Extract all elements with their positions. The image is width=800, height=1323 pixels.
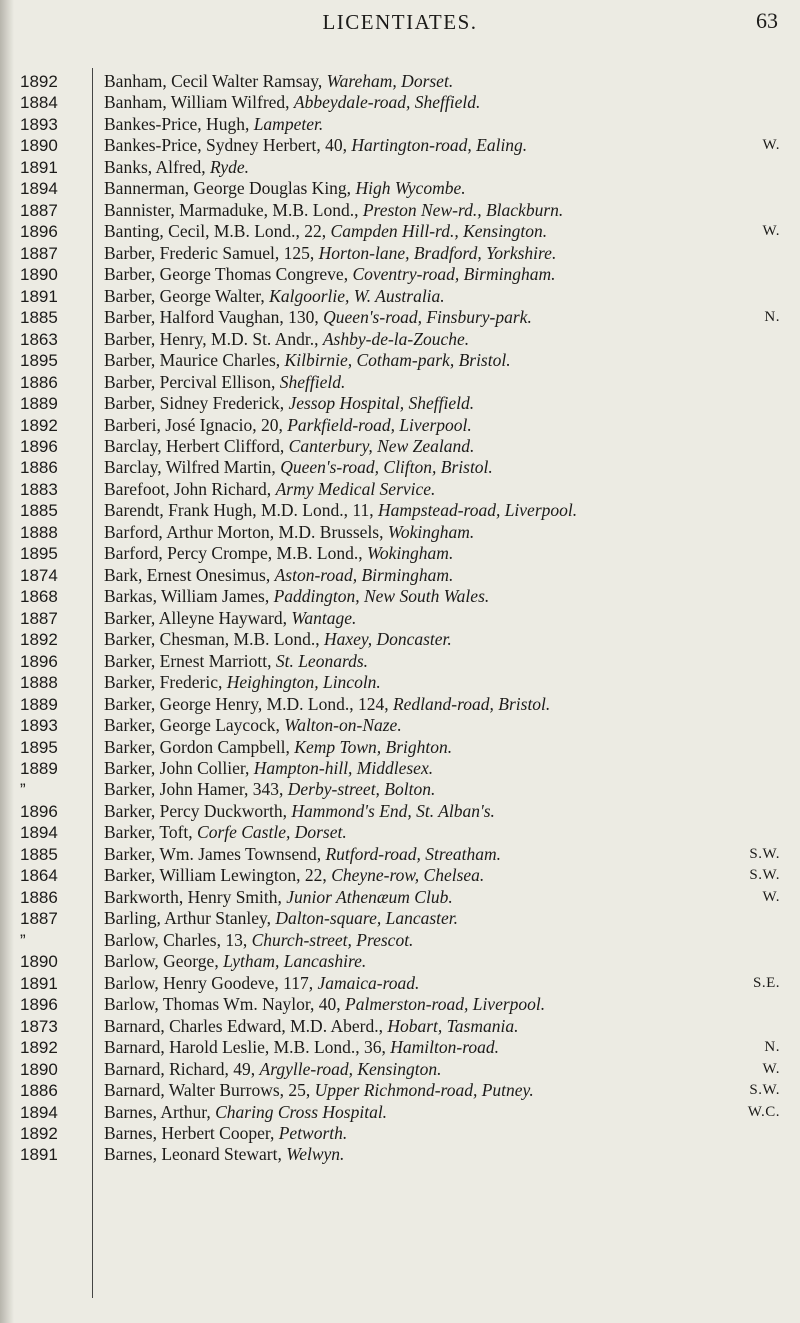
- list-item: [104, 951, 792, 972]
- entry-address: Canterbury, New Zealand.: [288, 435, 475, 456]
- entry-year: 1890: [20, 952, 58, 972]
- entry-year: 1864: [20, 866, 58, 886]
- entry-name: Barber, Sidney Frederick,: [104, 393, 289, 414]
- list-item: [104, 71, 792, 92]
- entry-year: 1887: [20, 608, 58, 628]
- list-item: [104, 157, 792, 178]
- entry-name: Barker, John Collier,: [104, 758, 254, 778]
- entry-year: 1890: [20, 265, 58, 285]
- entry-year: 1874: [20, 565, 58, 585]
- entry-name: Barker, Toft,: [104, 822, 198, 843]
- list-item: [104, 865, 792, 886]
- entry-name: Barker, Percy Duckworth,: [104, 800, 292, 821]
- entry-year: 1896: [20, 436, 58, 456]
- list-item: [104, 307, 792, 328]
- entry-name: Barkworth, Henry Smith,: [104, 886, 287, 907]
- entry-name: Barclay, Herbert Clifford,: [104, 435, 289, 456]
- entry-year: 1893: [20, 716, 58, 736]
- entry-address: Parkfield-road, Liverpool.: [287, 414, 472, 435]
- entry-year: 1883: [20, 479, 58, 499]
- entry-year: 1887: [20, 200, 58, 220]
- entry-name: Barendt, Frank Hugh, M.D. Lond., 11,: [104, 500, 378, 521]
- entry-address: Sheffield.: [279, 371, 346, 392]
- entry-address: Wokingham.: [366, 543, 454, 564]
- entry-name: Bannister, Marmaduke, M.B. Lond.,: [104, 199, 363, 220]
- entry-district: W.: [762, 888, 780, 905]
- entry-year: 1891: [20, 286, 58, 306]
- entry-address: Upper Richmond-road, Putney.: [314, 1080, 534, 1101]
- entry-name: Barker, George Henry, M.D. Lond., 124,: [104, 693, 393, 714]
- list-item: [104, 500, 792, 521]
- entry-year: 1894: [20, 823, 58, 843]
- entry-name: Barber, Maurice Charles,: [104, 350, 285, 371]
- entry-name: Barford, Percy Crompe, M.B. Lond.,: [104, 543, 367, 564]
- entry-name: Barker, Alleyne Hayward,: [104, 607, 292, 628]
- entry-year: 1892: [20, 72, 58, 91]
- entry-address: Hampton-hill, Middlesex.: [253, 758, 434, 778]
- entry-name: Bark, Ernest Onesimus,: [104, 564, 275, 585]
- entry-name: Banks, Alfred,: [104, 156, 210, 177]
- entry-year: 1895: [20, 544, 58, 564]
- running-title: LICENTIATES.: [322, 10, 478, 34]
- entry-year: 1863: [20, 329, 58, 349]
- entry-year: 1896: [20, 801, 58, 821]
- page-number: 63: [756, 8, 778, 33]
- entry-name: Banham, Cecil Walter Ramsay,: [104, 71, 327, 91]
- year-column: [20, 71, 84, 1166]
- entry-year: 1885: [20, 308, 58, 328]
- entry-name: Barber, Halford Vaughan, 130,: [104, 307, 324, 328]
- entry-year: 1888: [20, 522, 58, 542]
- entry-name: Barnard, Walter Burrows, 25,: [104, 1080, 315, 1101]
- entry-year: 1887: [20, 243, 58, 263]
- entry-name: Bannerman, George Douglas King,: [104, 178, 356, 199]
- entry-address: Lytham, Lancashire.: [223, 951, 367, 972]
- entry-year: 1890: [20, 136, 58, 156]
- list-item: [104, 1144, 792, 1165]
- entry-address: Jessop Hospital, Sheffield.: [288, 393, 475, 414]
- entry-address: Junior Athenæum Club.: [286, 886, 453, 907]
- entry-name: Bankes-Price, Sydney Herbert, 40,: [104, 135, 352, 156]
- entry-name: Barlow, Charles, 13,: [104, 929, 252, 950]
- entry-year: 1895: [20, 351, 58, 371]
- entry-address: High Wycombe.: [355, 178, 466, 199]
- entry-address: Hammond's End, St. Alban's.: [291, 800, 495, 821]
- entry-address: Cheyne-row, Chelsea.: [331, 865, 485, 886]
- entry-district: S.E.: [752, 974, 780, 991]
- entry-address: Rutford-road, Streatham.: [325, 843, 501, 864]
- entry-year: 1886: [20, 372, 58, 392]
- list-item: [104, 329, 792, 350]
- entry-address: Aston-road, Birmingham.: [274, 564, 454, 585]
- entry-address: Petworth.: [278, 1122, 348, 1143]
- list-item: [104, 415, 792, 436]
- entry-address: Ashby-de-la-Zouche.: [322, 328, 470, 349]
- entry-address: Walton-on-Naze.: [284, 715, 402, 736]
- list-item: [104, 543, 792, 564]
- list-item: [104, 1059, 792, 1080]
- entry-address: Paddington, New South Wales.: [273, 586, 490, 607]
- entry-year: 1889: [20, 759, 58, 778]
- list-item: [104, 264, 792, 285]
- list-item: [104, 436, 792, 457]
- entry-name: Bankes-Price, Hugh,: [104, 113, 254, 134]
- entry-year: 1885: [20, 844, 58, 864]
- list-item: [104, 1080, 792, 1101]
- entry-address: Palmerston-road, Liverpool.: [345, 994, 546, 1015]
- list-item: [104, 1037, 792, 1058]
- entry-year: 1887: [20, 909, 58, 929]
- list-item: [104, 135, 792, 156]
- entry-year: 1892: [20, 415, 58, 435]
- entry-address: Abbeydale-road, Sheffield.: [293, 92, 481, 113]
- entry-address: Queen's-road, Finsbury-park.: [323, 307, 532, 328]
- list-item: [104, 629, 792, 650]
- entry-year: 1894: [20, 1102, 58, 1122]
- list-item: [104, 92, 792, 113]
- list-item: [104, 801, 792, 822]
- entry-year: 1892: [20, 1038, 58, 1058]
- entry-year: 1888: [20, 673, 58, 693]
- entry-address: Hampstead-road, Liverpool.: [377, 500, 578, 521]
- entry-year: 1868: [20, 587, 58, 607]
- list-item: [104, 737, 792, 758]
- entry-address: Hartington-road, Ealing.: [351, 135, 528, 156]
- entry-year: 1896: [20, 222, 58, 242]
- list-item: [104, 822, 792, 843]
- entry-address: Wantage.: [291, 607, 357, 628]
- list-item: [104, 1123, 792, 1144]
- list-item: [104, 393, 792, 414]
- entry-address: Ryde.: [209, 156, 250, 177]
- entry-year: 1886: [20, 458, 58, 478]
- entry-district: N.: [764, 309, 780, 326]
- entry-address: Church-street, Prescot.: [251, 929, 414, 950]
- list-item: [104, 715, 792, 736]
- entry-address: Haxey, Doncaster.: [323, 629, 452, 650]
- entry-year: 1873: [20, 1016, 58, 1036]
- list-item: [104, 608, 792, 629]
- entry-address: Kemp Town, Brighton.: [294, 736, 453, 757]
- entry-name: Barclay, Wilfred Martin,: [104, 457, 281, 478]
- entry-year: 1896: [20, 995, 58, 1015]
- entry-year: 1884: [20, 93, 58, 113]
- entry-name: Barford, Arthur Morton, M.D. Brussels,: [104, 521, 388, 542]
- entry-address: Preston New-rd., Blackburn.: [362, 199, 564, 220]
- list-item: [104, 243, 792, 264]
- list-item: [104, 651, 792, 672]
- entry-address: Kalgoorlie, W. Australia.: [269, 285, 445, 306]
- entry-district: W.C.: [747, 1103, 780, 1120]
- entry-district: S.W.: [749, 845, 780, 862]
- entry-year: 1892: [20, 630, 58, 650]
- list-item: [104, 694, 792, 715]
- entry-address: Wokingham.: [387, 521, 475, 542]
- list-item: [104, 178, 792, 199]
- column-rule: [92, 68, 93, 1298]
- entry-year: 1895: [20, 737, 58, 757]
- entry-year: 1889: [20, 694, 58, 714]
- list-item: [104, 114, 792, 135]
- entry-year: 1892: [20, 1123, 58, 1143]
- list-item: [104, 1016, 792, 1037]
- entry-year: 1890: [20, 1059, 58, 1079]
- entry-year: 1886: [20, 1081, 58, 1101]
- entry-address: Welwyn.: [286, 1144, 345, 1165]
- list-item: [104, 930, 792, 951]
- entry-name: Barber, Frederic Samuel, 125,: [104, 242, 319, 263]
- entry-address: Heighington, Lincoln.: [226, 672, 381, 693]
- entry-year: 1893: [20, 114, 58, 134]
- entry-address: Kilbirnie, Cotham-park, Bristol.: [284, 350, 511, 371]
- entry-name: Barnard, Richard, 49,: [104, 1058, 260, 1079]
- entry-year: 1891: [20, 973, 58, 993]
- entry-name: Barker, Gordon Campbell,: [104, 736, 295, 757]
- entry-name: Barker, John Hamer, 343,: [104, 779, 288, 800]
- entry-name: Barlow, Henry Goodeve, 117,: [104, 972, 318, 993]
- list-item: [104, 479, 792, 500]
- entry-address: Redland-road, Bristol.: [392, 693, 551, 714]
- list-item: [104, 457, 792, 478]
- entry-address: Hamilton-road.: [390, 1037, 499, 1058]
- entry-name: Barber, George Thomas Congreve,: [104, 264, 353, 285]
- list-item: [104, 672, 792, 693]
- list-item: [104, 779, 792, 800]
- entry-address: Dalton-square, Lancaster.: [275, 908, 459, 929]
- entry-name: Barker, George Laycock,: [104, 715, 285, 736]
- entry-address: Derby-street, Bolton.: [287, 779, 436, 800]
- list-item: [104, 758, 792, 779]
- list-item: [104, 221, 792, 242]
- entry-address: Wareham, Dorset.: [326, 71, 454, 91]
- entry-name: Barling, Arthur Stanley,: [104, 908, 276, 929]
- entry-name: Banham, William Wilfred,: [104, 92, 294, 113]
- entry-name: Barnes, Arthur,: [104, 1101, 216, 1122]
- entry-address: Corfe Castle, Dorset.: [197, 822, 347, 843]
- entry-name: Barnard, Charles Edward, M.D. Aberd.,: [104, 1015, 388, 1036]
- list-item: [104, 1102, 792, 1123]
- entry-address: Queen's-road, Clifton, Bristol.: [280, 457, 493, 478]
- entry-name: Barberi, José Ignacio, 20,: [104, 414, 288, 435]
- entry-year: ”: [20, 930, 26, 950]
- entry-name: Banting, Cecil, M.B. Lond., 22,: [104, 221, 331, 242]
- entry-name: Barnes, Herbert Cooper,: [104, 1122, 279, 1143]
- list-item: [104, 372, 792, 393]
- entry-year: ”: [20, 780, 26, 800]
- entry-address: Army Medical Service.: [275, 478, 436, 499]
- entry-address: St. Leonards.: [275, 650, 369, 671]
- entry-name: Barber, George Walter,: [104, 285, 270, 306]
- entry-list: [104, 71, 792, 1166]
- entry-name: Barker, Frederic,: [104, 672, 227, 693]
- entry-year: 1889: [20, 394, 58, 414]
- entry-name: Barber, Percival Ellison,: [104, 371, 280, 392]
- entry-year: 1885: [20, 501, 58, 521]
- list-item: [104, 586, 792, 607]
- page-edge-shadow: [0, 0, 14, 1323]
- entry-name: Barlow, Thomas Wm. Naylor, 40,: [104, 994, 346, 1015]
- list-item: [104, 522, 792, 543]
- entry-address: Charing Cross Hospital.: [215, 1101, 388, 1122]
- entry-name: Barefoot, John Richard,: [104, 478, 276, 499]
- list-item: [104, 565, 792, 586]
- list-item: [104, 994, 792, 1015]
- entry-name: Barker, William Lewington, 22,: [104, 865, 332, 886]
- entry-name: Barkas, William James,: [104, 586, 274, 607]
- list-item: [104, 973, 792, 994]
- entry-name: Barker, Chesman, M.B. Lond.,: [104, 629, 324, 650]
- list-item: [104, 350, 792, 371]
- list-item: [104, 286, 792, 307]
- list-item: [104, 908, 792, 929]
- entry-year: 1891: [20, 1145, 58, 1165]
- entry-address: Campden Hill-rd., Kensington.: [330, 221, 548, 242]
- list-item: [104, 844, 792, 865]
- entry-district: N.: [764, 1039, 780, 1056]
- entry-district: W.: [762, 1060, 780, 1077]
- entry-district: S.W.: [749, 867, 780, 884]
- entry-name: Barlow, George,: [104, 951, 224, 972]
- entry-year: 1894: [20, 179, 58, 199]
- entry-year: 1886: [20, 887, 58, 907]
- entry-district: S.W.: [749, 1082, 780, 1099]
- entry-address: Horton-lane, Bradford, Yorkshire.: [318, 242, 557, 263]
- entry-name: Barnard, Harold Leslie, M.B. Lond., 36,: [104, 1037, 391, 1058]
- entry-address: Lampeter.: [253, 113, 324, 134]
- entry-address: Jamaica-road.: [317, 972, 420, 993]
- entry-district: W.: [762, 137, 780, 154]
- entry-name: Barnes, Leonard Stewart,: [104, 1144, 287, 1165]
- entry-name: Barker, Wm. James Townsend,: [104, 843, 326, 864]
- entry-name: Barber, Henry, M.D. St. Andr.,: [104, 328, 323, 349]
- list-item: [104, 887, 792, 908]
- list-item: [104, 200, 792, 221]
- entry-address: Hobart, Tasmania.: [387, 1015, 519, 1036]
- entry-name: Barker, Ernest Marriott,: [104, 650, 276, 671]
- entry-address: Argylle-road, Kensington.: [259, 1058, 442, 1079]
- entry-year: 1896: [20, 651, 58, 671]
- entry-year: 1891: [20, 157, 58, 177]
- entry-address: Coventry-road, Birmingham.: [352, 264, 556, 285]
- entry-district: W.: [762, 223, 780, 240]
